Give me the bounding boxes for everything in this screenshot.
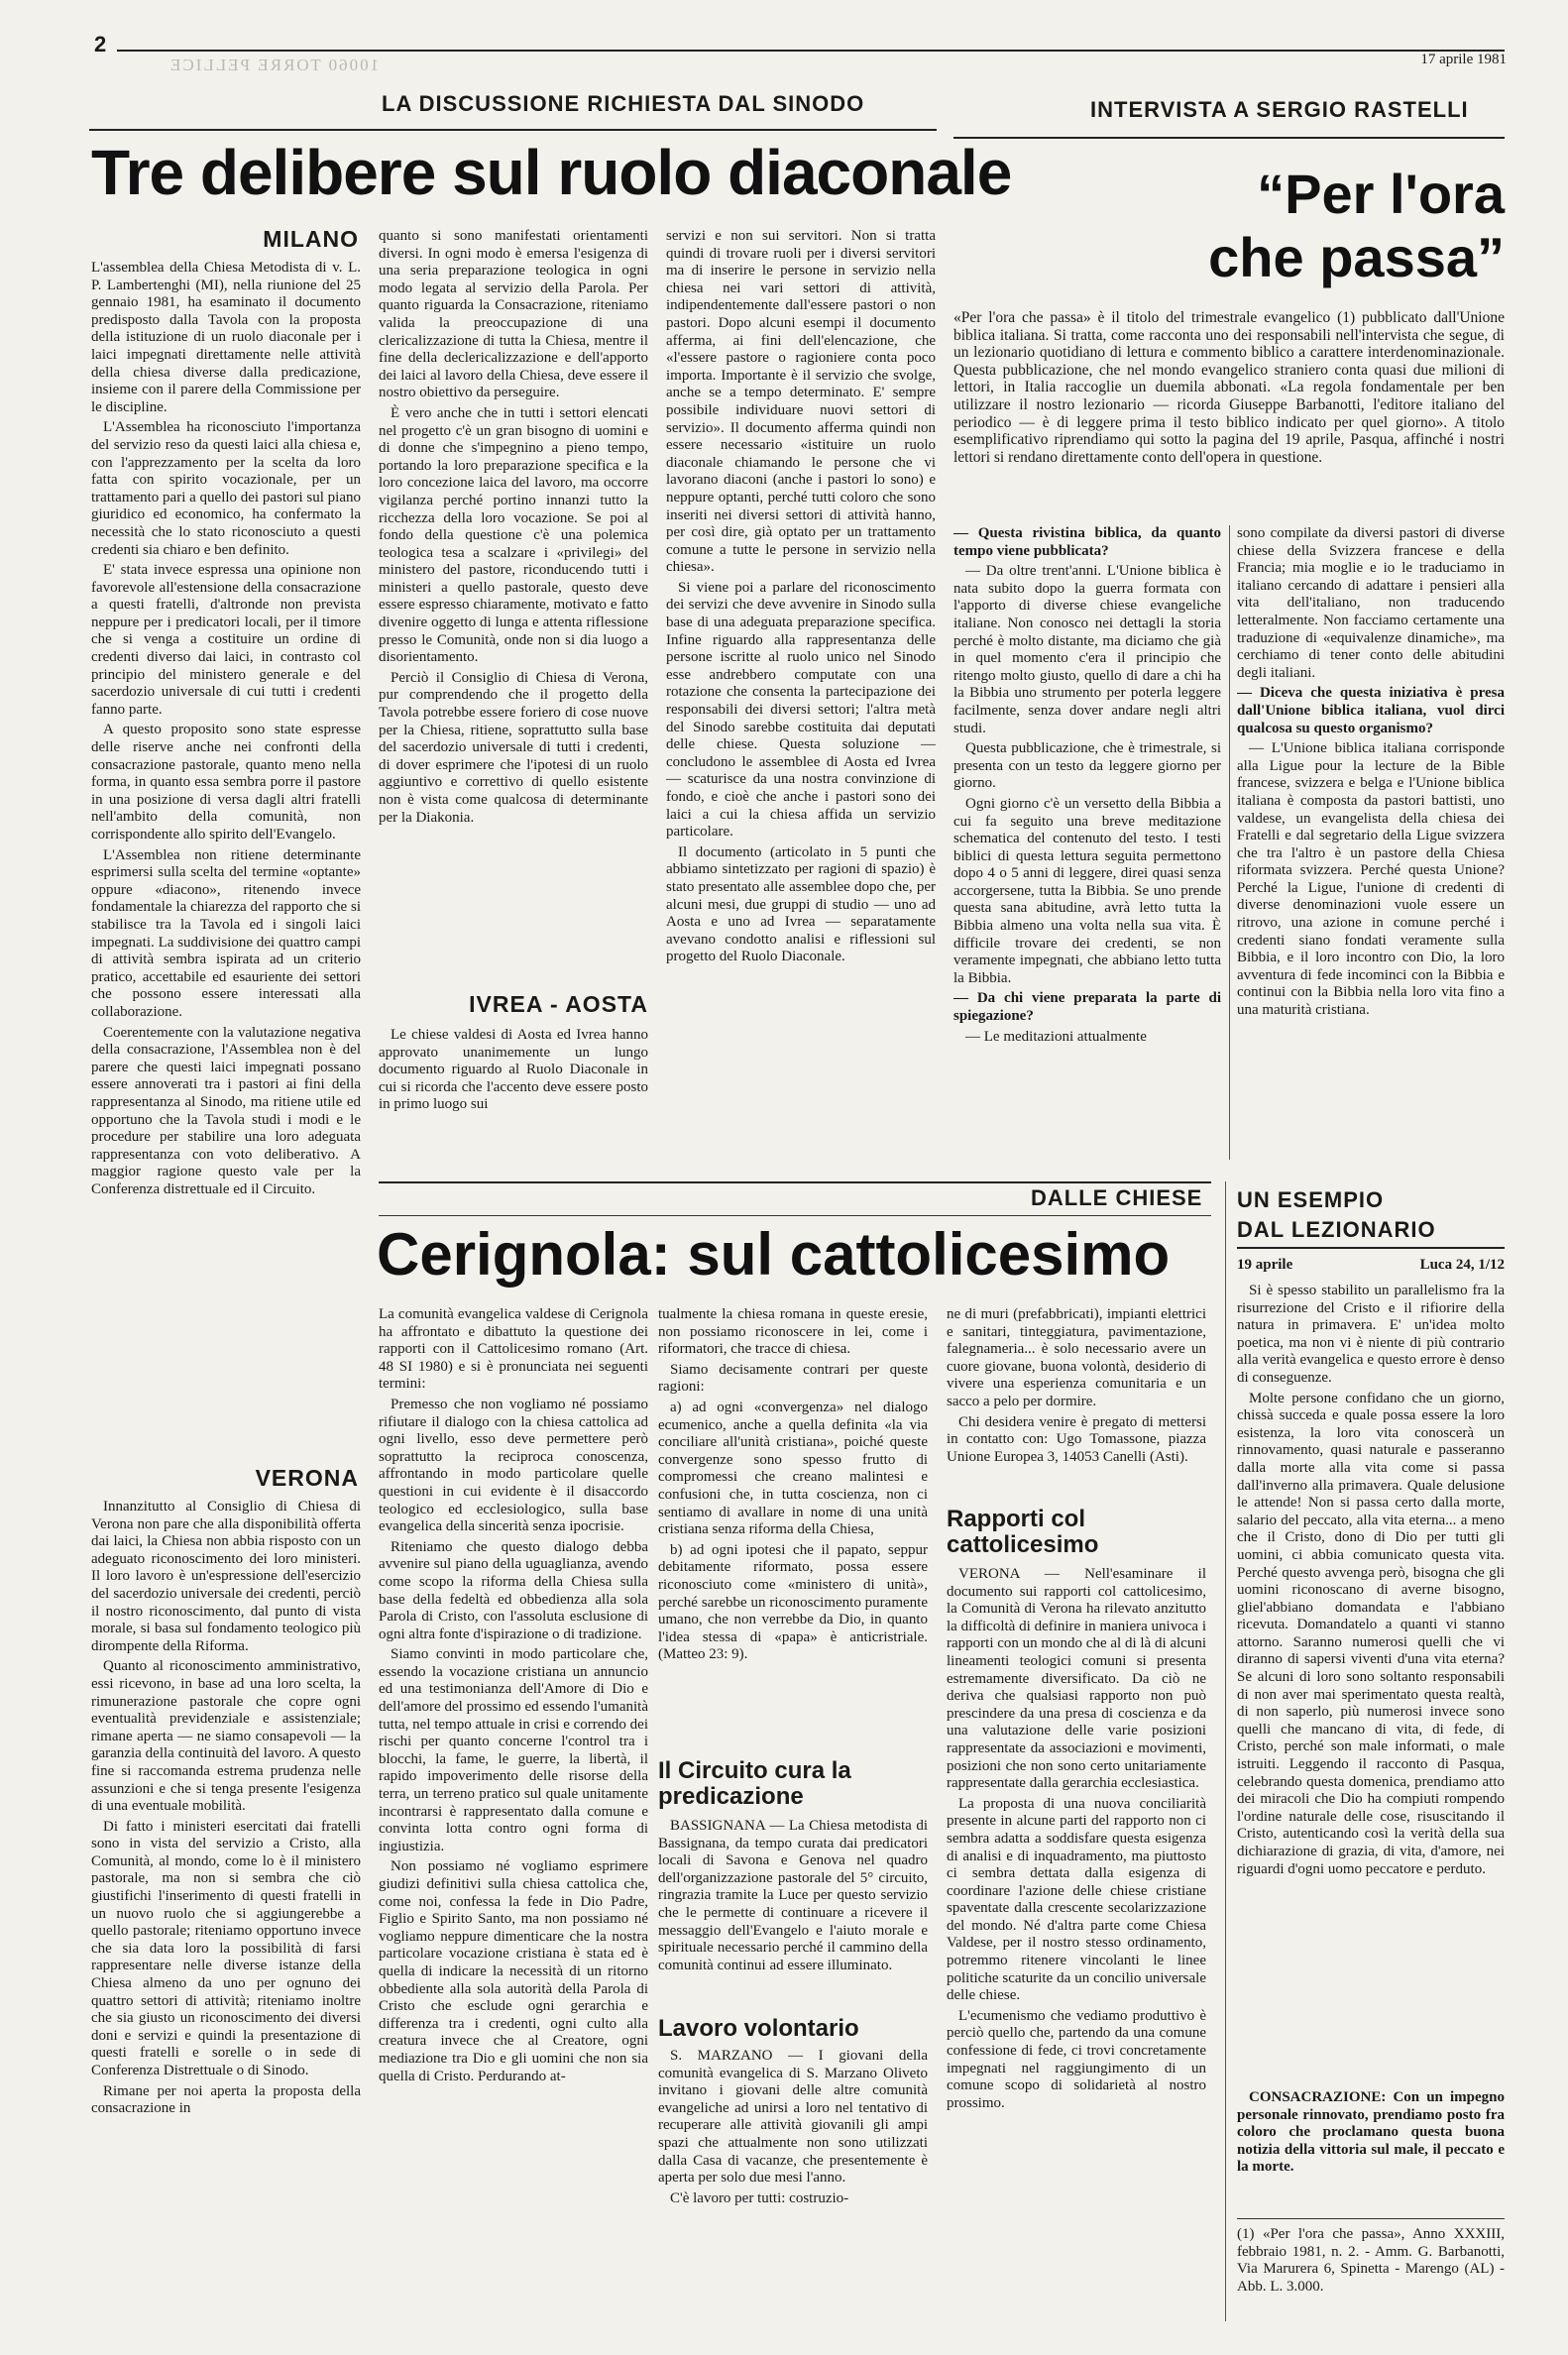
- column-verona-continued: [379, 228, 648, 981]
- lezionario-text: [1237, 1283, 1505, 2075]
- column-cerignola-2: [658, 1306, 928, 1742]
- interview-question: — Da chi viene preparata la parte di spiegazione?: [953, 990, 1221, 1025]
- paragraph: S. MARZANO — I giovani della comunità evangelica di S. Marzano Oliveto invitano i giovani delle altre comunità evangeliche ad unirsi a loro nel tentativo di recuperare alle attività giovanili gli ampi spazi che attualmente non sono utilizzati dalla Casa di vacanze, che presentemente è aperta per solo due mesi l'anno.: [658, 2048, 928, 2187]
- interview-answer: — Da oltre trent'anni. L'Unione biblica è nata subito dopo la guerra formata con l'apporto di diverse chiese evangeliche italiane. Non conosco nei dettagli la storia perché è molto distante, ma diciamo che già in quel momento c'era il principio che ritengo molto giusto, quello di dare a chi ha la Bibbia uno strumento per poterla leggere facilmente, senza dover andare negli altri studi.: [953, 563, 1221, 736]
- paragraph: Le chiese valdesi di Aosta ed Ivrea hanno approvato unanimemente un lungo documento riguardo al Ruolo Diaconale in cui si ricorda che l'accento deve essere posto in primo luogo sui: [379, 1027, 648, 1113]
- interview-question: — Questa rivistina biblica, da quanto tempo viene pubblicata?: [953, 525, 1221, 559]
- footnote-rule: [1237, 2218, 1505, 2219]
- column-ivrea-continued: [666, 228, 936, 1170]
- page-number: 2: [94, 32, 107, 56]
- kicker-sinodo: LA DISCUSSIONE RICHIESTA DAL SINODO: [382, 91, 865, 116]
- header-rule: [117, 50, 1505, 52]
- paragraph: Il documento (articolato in 5 punti che abbiamo sintetizzato per ragioni di spazio) è stato presentato alle assemblee dopo che, per alcuni mesi, due gruppi di studio — uno ad Aosta e uno ad Ivrea — separatamente avevano condotto analisi e riflessioni sul progetto del Ruolo Diaconale.: [666, 843, 936, 965]
- column-divider-lezionario: [1225, 1181, 1226, 2321]
- paragraph: La comunità evangelica valdese di Cerignola ha affrontato e dibattuto la questione dei rapporti con il Cattolicesimo romano (Art. 48 SI 1980) e si è pronunciata nei seguenti termini:: [379, 1306, 648, 1393]
- footnote-text: (1) «Per l'ora che passa», Anno XXXIII, febbraio 1981, n. 2. - Amm. G. Barbanotti, Via Marurera 6, Spinetta - Marengo (AL) - Abb. L. 3.000.: [1237, 2226, 1505, 2295]
- paragraph: Si è spesso stabilito un parallelismo fra la risurrezione del Cristo e il rifiorire della natura in primavera. E' un'idea molto poetica, ma non vi è niente di più contrario alla verità evangelica e questo errore è denso di conseguenze.: [1237, 1283, 1505, 1386]
- paragraph: È vero anche che in tutti i settori elencati nel progetto c'è un gran bisogno di uomini e di donne che s'impegnino a pieno tempo, portando la loro preparazione specifica e la loro concezione laica del lavoro, ma occorre vigilanza perché portino innanzi tutto la ricchezza della loro vocazione. Se poi al fondo della questione c'è una polemica teologica tesa a scalzare i «privilegi» del ministero del pastore, riconducendo tutti i ministeri a quello pastorale, questo deve essere espresso chiaramente, motivato e fatto divenire oggetto di lunga e attenta riflessione presso le Comunità, onde non si dia luogo a disorientamento.: [379, 404, 648, 666]
- kicker-intervista: INTERVISTA A SERGIO RASTELLI: [1090, 97, 1469, 122]
- placename-milano: MILANO: [263, 226, 359, 252]
- section-rule-under: [379, 1215, 1211, 1216]
- paragraph: A questo proposito sono state espresse delle riserve anche nei confronti della consacrazione pastorale, quanto meno nella forma, in quanto essa sembra porre il pastore in una posizione di versa dagli altri fratelli nell'ambito della comunità, non corrispondente allo spirito dell'Evangelo.: [91, 722, 361, 842]
- column-milano: [91, 260, 361, 1464]
- interview-question: — Diceva che questa iniziativa è presa dall'Unione biblica italiana, vuol dirci qualcosa su questo organismo?: [1237, 685, 1505, 736]
- paragraph: Perciò il Consiglio di Chiesa di Verona, pur comprendendo che il progetto della Tavola potrebbe essere foriero di cose nuove per la Chiesa, ritiene, soprattutto sulla base del sacerdozio universale di tutti i credenti, di dover esprimere che l'ipotesi di un ruolo aggiuntivo e correttivo di quello esistente non è vista come qualcosa di determinante per la Diakonia.: [379, 669, 648, 826]
- paragraph: b) ad ogni ipotesi che il papato, seppur debitamente riformato, possa essere riconosciuto come «ministero di unità», perché sarebbe un riconoscimento puramente umano, che non verrebbe da Dio, in quanto l'idea stessa di «papa» è anticristriale. (Matteo 23: 9).: [658, 1541, 928, 1663]
- paragraph: Rimane per noi aperta la proposta della consacrazione in: [91, 2082, 361, 2117]
- paragraph: Si viene poi a parlare del riconoscimento dei servizi che deve avvenire in Sinodo sulla base di una adeguata preparazione specifica. Infine riguardo alla rappresentanza delle persone iscritte al ruolo unico nel Sinodo esse andrebbero computate con una rotazione che consenta la partecipazione dei responsabili dei diversi settori; l'altra metà del Sinodo sarebbe costituita dai deputati delle chiese. Questa soluzione — concludono le assemblee di Aosta ed Ivrea — scaturisce da una nostra convinzione di fondo, e cioè che anche i pastori sono dei laici a cui la chiesa affida un servizio particolare.: [666, 579, 936, 841]
- subhead-circuito: Il Circuito cura la predicazione: [658, 1757, 851, 1811]
- column-lavoro-continued: [947, 1306, 1206, 1495]
- paragraph: VERONA — Nell'esaminare il documento sui rapporti col cattolicesimo, la Comunità di Verona ha rilevato anzitutto la difficoltà di definire in maniera univoca i rapporti con un mondo che al di là di alcuni lineamenti teologici comuni si presenta estremamente diversificato. Da ciò ne deriva che qualsiasi rapporto non può prescindere da una presa di coscienza e da una valutazione delle varie posizioni rappresentate da associazioni e movimenti, posizioni che non sono certo unitariamente rappresentate dalla gerarchia ecclesiastica.: [947, 1566, 1206, 1792]
- column-verona: [91, 1499, 361, 2321]
- paragraph: C'è lavoro per tutti: costruzio-: [670, 2189, 849, 2206]
- paragraph: Riteniamo che questo dialogo debba avvenire sul piano della uguaglianza, avendo come scopo la riforma della Chiesa sulla base della fedeltà ed obbedienza alla sola Parola di Cristo, con l'assoluta esclusione di ogni altra fonte d'ispirazione o di tradizione.: [379, 1538, 648, 1642]
- interview-column-b: [1237, 525, 1505, 1170]
- lezionario-reference: Luca 24, 1/12: [1419, 1257, 1505, 1273]
- kicker-rule-left: [89, 129, 937, 131]
- paragraph: a) ad ogni «convergenza» nel dialogo ecumenico, anche a quella definita «la via conciliare all'unità cristiana», poiché queste convergenze sono spesso frutto di compromessi che creano malintesi e confusioni che, in tutta coscienza, non ci sentiamo di avallare in nome di una unità cristiana senza riforma della Chiesa,: [658, 1399, 928, 1538]
- paragraph: Innanzitutto al Consiglio di Chiesa di Verona non pare che alla disponibilità offerta dai laici, la Chiesa non abbia risposto con un adeguato riconoscimento dei loro ministeri. Il loro lavoro è un'espressione dell'esercizio del sacerdozio universale dei credenti, perciò il nostro riconoscimento, dal punto di vista morale, si basa sul fondamento teologico più dirompente della Riforma.: [91, 1499, 361, 1654]
- subhead-rapporti: Rapporti col cattolicesimo: [947, 1506, 1099, 1559]
- paragraph: Molte persone confidano che un giorno, chissà succeda e quale possa essere la loro esistenza, la loro vita conoscerà un rinnovamento, quasi naturale e passeranno dalla morte alla vita come si passa dall'inverno alla primavera. Quale delusione le attende! Non si passa certo dalla morte, salario del peccato, alla vita eterna... a meno che il Cristo, dono di Dio per tutti gli uomini, ci abbia comunicato questa vita. Perché questo avvenga però, bisogna che gli uomini riconoscano di averne bisogno, gliel'abbiano domandata e l'abbiano ricevuta. Domandatelo a quanti vi stanno attorno. Saranno numerosi quelli che vi diranno di sapersi viventi d'una vita eterna? Se alcuni di loro sono soltanto responsabili di non aver mai sperimentato questa realtà, di non saperlo, più numerosi invece sono quelli che mancano di vita, di fede, di Cristo, perché son male informati, o male istruiti. Leggendo il racconto di Pasqua, celebrando questa domenica, prendiamo atto dei miracoli che Dio ha compiuti rompendo l'ordine naturale delle cose, risuscitando il Cristo, autenticando così la verità della sua dichiarazione di grazia, di vita, d'amore, nei riguardi d'ogni uomo peccatore e perduto.: [1237, 1390, 1505, 1877]
- interview-answer: Questa pubblicazione, che è trimestrale, si presenta con un testo da leggere giorno per giorno.: [953, 740, 1221, 792]
- column-rapporti: [947, 1566, 1206, 2329]
- placename-verona: VERONA: [255, 1465, 359, 1491]
- column-lavoro: [658, 2048, 928, 2325]
- interview-answer: — L'Unione biblica italiana corrisponde alla Ligue pour la lecture de la Bible francese, svizzera e belga e l'Unione biblica italiana è composta da pastori battisti, uno valdese, un evangelista della chiesa dei Fratelli e dal segretario della Ligue svizzera che tra l'altro è un pastore della Chiesa riformata svizzera. Perché questa Unione? Perché la Ligue, l'unione di credenti di diverse denominazioni vuole essere un ritrovo, una azione in comune perché i credenti siano fondati veramente sulla Bibbia, e il loro incontro con Dio, la loro avventura di fede incominci con la Bibbia e continui con la Bibbia nella loro vita fino a una maturità cristiana.: [1237, 740, 1505, 1019]
- paragraph: servizi e non sui servitori. Non si tratta quindi di trovare ruoli per i diversi servitori ma di inserire le persone in servizio nella chiesa nei vari settori di attività, indipendentemente dall'essere pastori o non pastori. Dopo alcuni esempi il documento afferma, ai fini dell'elencazione, che «l'essere pastore o ragioniere conta poco importa. Importante è il servizio che svolge, anche se a tempo determinato. E' sempre possibile individuare nuovi settori di servizio». Il documento afferma quindi non essere necessario «istituire un ruolo diaconale chiamando le persone che vi lavorano diaconi (anche i pastori lo sono) e neppure optanti, perché tutti coloro che sono inseriti nei diversi settori di attività hanno, per così dire, già optato per un trattamento comune a tutte le persone in servizio nella chiesa».: [666, 228, 936, 576]
- consacrazione-label: CONSACRAZIONE:: [1249, 2089, 1387, 2105]
- interview-intro: «Per l'ora che passa» è il titolo del trimestrale evangelico (1) pubblicato dall'Unione biblica italiana. Si tratta, come racconta uno dei responsabili nell'intervista che segue, di un lezionario quotidiano di lettura e commento biblico a carattere interdenominazionale. Questa pubblicazione, che nel mondo evangelico straniero conta quasi due milioni di lettori, in Italia raccoglie un duemila abbonati. «La regola fondamentale per ben utilizzare il nostro lezionario — ricorda Giuseppe Barbanotti, l'editore italiano del periodico — è di leggere prima il testo biblico indicato per quel giorno». A titolo esemplificativo riprendiamo qui sotto la pagina del 19 aprile, Pasqua, affinché i nostri lettori si rendano direttamente conto dell'opera in questione.: [953, 309, 1505, 466]
- paragraph: Non possiamo né vogliamo esprimere giudizi definitivi sulla chiesa cattolica che, come noi, confessa la fede in Dio Padre, Figlio e Spirito Santo, ma non possiamo né vogliamo neppure dimenticare che la nostra particolare vocazione cristiana è stata ed è quella di indicare la necessità di un ritorno obbediente alla sola autorità della Parola di Cristo che esclude ogni gerarchia e differenza tra i credenti, ogni culto alla creatura invece che al Creatore, ogni mediazione tra Dio e gli uomini che non sia quella di Cristo. Perdurando at-: [379, 1858, 648, 2084]
- kicker-line: DAL LEZIONARIO: [1237, 1217, 1436, 1242]
- footnote: [1237, 2226, 1505, 2325]
- column-ivrea: [379, 1027, 648, 1176]
- issue-date: 17 aprile 1981: [1420, 52, 1507, 67]
- paragraph: BASSIGNANA — La Chiesa metodista di Bassignana, da tempo curata dai predicatori locali di Savona e Genova nel quadro dell'organizzazione pastorale del 5° circuito, ringrazia tramite la Luce per questo servizio che le permette di continuare a ricevere il messaggio dell'Evangelo e l'aiuto morale e spirituale necessario perché il cammino della comunità continui ad essere illuminato.: [658, 1818, 928, 1973]
- paragraph: Premesso che non vogliamo né possiamo rifiutare il dialogo con la chiesa cattolica ad ogni livello, esso deve permettere però soprattutto la reciproca conoscenza, affrontando in modo particolare quelle questioni in cui evidente è il disaccordo teologico ed ecclesiologico, sulla base evangelica della sincerità senza ipocrisie.: [379, 1396, 648, 1535]
- interview-answer: sono compilate da diversi pastori di diverse chiese della Svizzera francese e della Francia; mia moglie e io le traduciamo in italiano cercando di adattare i pensieri alla vita dell'italiano, non traducendo letteralmente. Non facciamo certamente una traduzione di «equivalenze dinamiche», ma cerchiamo di tener conto delle abitudini degli italiani.: [1237, 525, 1505, 681]
- show-through-text: 10060 TORRE PELLICE: [168, 56, 380, 74]
- interview-answer: — Le meditazioni attualmente: [965, 1028, 1147, 1045]
- headline-per-lora-line2: che passa”: [1208, 226, 1505, 288]
- column-divider: [1229, 525, 1230, 1160]
- kicker-dalle-chiese: DALLE CHIESE: [1031, 1185, 1203, 1210]
- kicker-line: UN ESEMPIO: [1237, 1187, 1385, 1212]
- paragraph: L'ecumenismo che vediamo produttivo è perciò quello che, partendo da una comune confessione di fede, ci trovi concretamente impegnati nel raggiungimento di un comune scopo di solidarietà al nostro prossimo.: [947, 2007, 1206, 2111]
- consacrazione-block: [1237, 2089, 1505, 2198]
- placename-ivrea-aosta: IVREA - AOSTA: [469, 991, 648, 1017]
- paragraph: L'Assemblea ha riconosciuto l'importanza del servizio reso da questi laici alla chiesa e, con l'apprezzamento per la scelta da loro fatta con spirito vocazionale, per un trattamento pari a quello dei pastori sul piano giuridico ed economico, ha confermato la necessità che lo stato riconosciuto a questi credenti sia chiaro e ben definito.: [91, 419, 361, 558]
- paragraph: Siamo convinti in modo particolare che, essendo la vocazione cristiana un annuncio ed una testimonianza dell'Amore di Dio e dell'amore del prossimo ed essendo l'umanità tutta, nel tempo attuale in crisi e correndo dei rischi per quanto concerne l'control tra i blocchi, la fame, le guerre, la libertà, il rapido impoverimento delle risorse della terra, un terreno pratico sul quale unitamente incontrarsi è rappresentato dalla comune e convinta lotta contro ogni forma di ingiustizia.: [379, 1646, 648, 1854]
- paragraph: Di fatto i ministeri esercitati dai fratelli sono in vista del servizio a Cristo, alla Comunità, al mondo, come lo è il ministero pastorale, ma non si sembra che ciò giustifichi l'inserimento di questi fratelli in un nuovo ruolo che si aggiungerebbe a quello pastorale; riteniamo opportuno invece che sia data loro la possibilità di farsi rappresentare nelle diverse istanze della Chiesa almeno da uno per ognuno dei quattro settori di attività; riteniamo inoltre che sia giusto un riconoscimento dei diversi doni e servizi e quindi la presentazione di questi fratelli e sorelle o in sede di Conferenza Distrettuale o di Sinodo.: [91, 1818, 361, 2078]
- paragraph: [1237, 2089, 1505, 2177]
- interview-column-a: [953, 525, 1221, 1170]
- paragraph: La proposta di una nuova conciliarità presente in alcune parti del rapporto non ci sembra adatta a soddisfare questa esigenza di analisi e di inquadramento, ma piuttosto ci sembra dettata dalla esigenza di coordinare l'azione delle chiese cristiane spaventate dalla crescente secolarizzazione del mondo. Né d'altra parte come Chiesa Valdese, per il nostro stesso ordinamento, potremmo ritenere vincolanti le linee politiche scaturite da un concilio universale delle chiese.: [947, 1795, 1206, 2004]
- headline-per-lora-line1: “Per l'ora: [1257, 163, 1505, 225]
- paragraph: Coerentemente con la valutazione negativa della consacrazione, l'Assemblea non è del parere che questi laici impegnati possano essere annoverati tra i pastori ai fini della rappresentanza al Sinodo, ma ritiene utile ed opportuno che la Tavola studi i modi e le procedure per stabilire una loro adeguata rappresentanza con voto deliberativo. A maggior ragione questo vale per la Conferenza distrettuale ed il Circuito.: [91, 1024, 361, 1197]
- paragraph: Quanto al riconoscimento amministrativo, essi ricevono, in base ad una loro scelta, la rimunerazione pastorale che copre ogni eventualità previdenziale e assistenziale; rimane aperta — ne siamo consapevoli — la garanzia della continuità del lavoro. A questo fine si raccomanda estrema prudenza nelle assunzioni e che si tenga presente l'esigenza di una eventuale mobilità.: [91, 1658, 361, 1815]
- kicker-rule-right: [953, 137, 1505, 139]
- column-cerignola-1: [379, 1306, 648, 2327]
- paragraph: ne di muri (prefabbricati), impianti elettrici e sanitari, tinteggiatura, pavimentazione, falegnameria... è solo necessario avere un cuore giovane, buona volontà, desiderio di vivere una esperienza comunitaria e un sacco a pelo per dormire.: [947, 1306, 1206, 1409]
- paragraph: quanto si sono manifestati orientamenti diversi. In ogni modo è emersa l'esigenza di una seria preparazione teologica in ogni modo legata al servizio della Parola. Per quanto riguarda la Consacrazione, riteniamo valida la preoccupazione di una clericalizzazione di tutta la Chiesa, mentre il fine della declericalizzazione e dell'apporto dei laici al lavoro della Chiesa, deve essere il nostro obiettivo da perseguire.: [379, 228, 648, 401]
- paragraph: L'assemblea della Chiesa Metodista di v. L. P. Lambertenghi (MI), nella riunione del 25 gennaio 1981, ha esaminato il documento predisposto dalla Tavola con la proposta della istituzione di un ruolo diaconale per i laici impegnati direttamente nelle attività della chiesa diverse dalla predicazione, insieme con il parere della Commissione per le discipline.: [91, 260, 361, 415]
- headline-cerignola: Cerignola: sul cattolicesimo: [377, 1221, 1171, 1288]
- paragraph: L'Assemblea non ritiene determinante esprimersi sulla scelta del termine «optante» oppure «diacono», ritenendo invece fondamentale la chiarezza del rapporto che si stabilisce tra la Tavola ed i singoli laici impegnati. La suddivisione dei quattro campi di attività sembra ispirata ad un criterio pratico, accettabile ed esauriente dei settori che possono essere interessati alla collaborazione.: [91, 846, 361, 1020]
- paragraph: E' stata invece espressa una opinione non favorevole all'estensione della consacrazione a questi fratelli, d'altronde non prevista neppure per i predicatori locali, per il timore che si venga a costituire un ordine di credenti diverso dai laici, in contrasto col principio del ministero generale e del sacerdozio universale di cui tutti i credenti fanno parte.: [91, 562, 361, 718]
- section-rule-dalle-chiese: [379, 1181, 1211, 1183]
- column-circuito: [658, 1818, 928, 2006]
- headline-tre-delibere: Tre delibere sul ruolo diaconale: [91, 137, 1012, 208]
- subhead-lavoro: Lavoro volontario: [658, 2015, 859, 2042]
- kicker-esempio: [1237, 1185, 1436, 1245]
- interview-answer: Ogni giorno c'è un versetto della Bibbia a cui fa seguito una breve meditazione schematica del contenuto del testo. I testi biblici di questa lettura seguita permettono dopo 4 o 5 anni di leggere, direi quasi senza accorgersene, tutta la Bibbia. Se uno prende questa sana abitudine, avrà letto tutta la Bibbia almeno una volta nella sua vita. È difficile trovare dei credenti, se non veramente impegnati, che abbiano letto tutta la Bibbia.: [953, 795, 1221, 986]
- lezionario-day: 19 aprile: [1237, 1257, 1293, 1273]
- paragraph: tualmente la chiesa romana in queste eresie, non possiamo riconoscere in lei, come i riformatori, che tracce di chiesa.: [658, 1306, 928, 1358]
- lezionario-rule: [1237, 1247, 1505, 1249]
- paragraph: Chi desidera venire è pregato di mettersi in contatto con: Ugo Tomassone, piazza Unione Europea 3, 14053 Canelli (Asti).: [947, 1413, 1206, 1465]
- consacrazione-text: Con un impegno personale rinnovato, prendiamo posto fra coloro che proclamano questa buona notizia della vittoria sul male, il peccato e la morte.: [1237, 2089, 1505, 2176]
- paragraph: Siamo decisamente contrari per queste ragioni:: [658, 1361, 928, 1396]
